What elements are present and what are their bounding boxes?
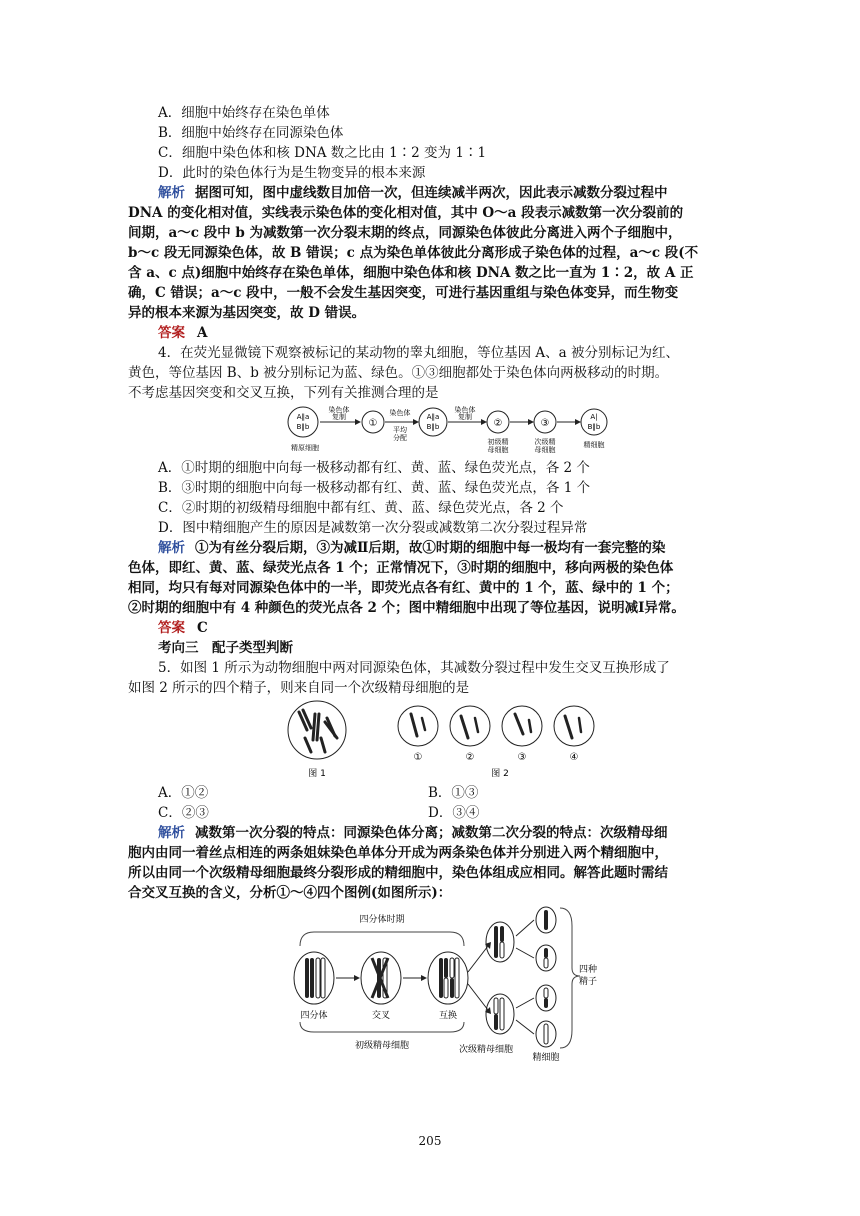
cell-gene-label: A‖a — [426, 413, 440, 421]
sperm-number: ② — [465, 752, 475, 763]
page-number: 205 — [418, 1134, 442, 1148]
secondary-spermatocyte-label: 次级精 — [534, 438, 556, 446]
arrow-label: 染色体 — [328, 406, 350, 414]
crossover-label: 交叉 — [371, 1011, 391, 1021]
q5-stem-line: 如图 2 所示的四个精子，则来自同一个次级精母细胞的是 — [128, 680, 470, 696]
q4-answer: 答案 C — [158, 620, 208, 636]
primary-spermatocyte-label: 初级精 — [487, 438, 509, 446]
q4-option-c: C．②时期的初级精母细胞中都有红、黄、蓝、绿色荧光点，各 2 个 — [158, 500, 564, 516]
arrow-label: 染色体 — [389, 409, 411, 417]
fig2-sperm-4 — [554, 706, 594, 746]
q5-figures — [285, 700, 605, 782]
q5-option-a: A．①② — [158, 785, 209, 801]
q4-option-b: B．③时期的细胞中向每一极移动都有红、黄、蓝、绿色荧光点，各 1 个 — [158, 480, 591, 496]
secondary-cell-bottom — [486, 994, 514, 1034]
analysis-label: 解析 — [158, 825, 185, 841]
stage-2-circle: ② — [493, 418, 503, 429]
q5-option-d: D．③④ — [428, 805, 480, 821]
cell-gene-label: B‖b — [296, 423, 310, 431]
q4-option-a: A．①时期的细胞中向每一极移动都有红、黄、蓝、绿色荧光点，各 2 个 — [158, 460, 590, 476]
q4-cell-division-diagram — [285, 402, 615, 454]
q5-stem-line: 5．如图 1 所示为动物细胞中两对同源染色体，其减数分裂过程中发生交叉互换形成了 — [158, 660, 670, 676]
q5-analysis-line: 胞内由同一着丝点相连的两条姐妹染色单体分开成为两条染色体并分别进入两个精细胞中， — [128, 845, 668, 861]
crossover-cell — [361, 952, 401, 1004]
sperm-cells — [536, 907, 556, 1047]
arrow-label: 染色体 — [454, 406, 476, 414]
q4-analysis-line: ②时期的细胞中有 4 种颜色的荧光点各 2 个；图中精细胞中出现了等位基因，说明减Ⅰ异常。 — [128, 600, 685, 616]
analysis-label: 解析 — [158, 540, 185, 556]
arrow-label: 分配 — [393, 434, 407, 442]
fig1-caption: 图 1 — [308, 769, 326, 779]
spermatogonium-label: 精原细胞 — [291, 444, 319, 452]
primary-spermatocyte-label: 初级精母细胞 — [354, 1041, 410, 1051]
q4-stem-line: 4．在荧光显微镜下观察被标记的某动物的睾丸细胞，等位基因 A、a 被分别标记为红、 — [158, 345, 679, 361]
exchange-cell — [428, 952, 468, 1004]
fig2-sperm-2 — [450, 706, 490, 746]
arrow-label: 平均 — [393, 426, 407, 434]
tetrad-cell — [294, 952, 334, 1004]
q4-stem-line: 黄色，等位基因 B、b 被分别标记为蓝、绿色。①③细胞都处于染色体向两极移动的时期。 — [128, 365, 669, 381]
q4-analysis-line: 相同，均只有每对同源染色体中的一半，即荧光点各有红、黄中的 1 个，蓝、绿中的 1 个； — [128, 580, 679, 596]
q3-answer: 答案 A — [158, 325, 208, 341]
q3-analysis-line: 含 a、c 点)细胞中始终存在染色单体，细胞中染色体和核 DNA 数之比一直为 1∶2，故 A 正 — [128, 265, 694, 281]
q3-option-b: B．细胞中始终存在同源染色体 — [158, 125, 344, 141]
arrow-label: 复制 — [332, 413, 346, 421]
q3-analysis-line: DNA 的变化相对值，实线表示染色体的变化相对值，其中 O～a 段表示减数第一次分裂前的 — [128, 205, 684, 221]
q5-meiosis-diagram — [290, 906, 620, 1062]
q3-analysis-line: b～c 段无同源染色体，故 B 错误；c 点为染色单体彼此分离形成子染色体的过程，a～c 段(不 — [128, 245, 699, 261]
stage-3-circle: ③ — [540, 418, 550, 429]
sperm-number: ④ — [569, 752, 579, 763]
q3-option-c: C．细胞中染色体和核 DNA 数之比由 1∶2 变为 1∶1 — [158, 145, 487, 161]
q3-analysis-line: 解析 据图可知，图中虚线数目加倍一次，但连续减半两次，因此表示减数分裂过程中 — [158, 185, 668, 201]
answer-label: 答案 — [158, 325, 185, 341]
fig1-chromosomes — [299, 710, 337, 752]
q3-analysis-line: 异的根本来源为基因突变，故 D 错误。 — [128, 305, 366, 321]
cell-gene-label: A‖a — [296, 413, 310, 421]
q3-option-a: A．细胞中始终存在染色单体 — [158, 105, 330, 121]
stage-1-circle: ① — [368, 418, 378, 429]
q4-analysis-line: 色体，即红、黄、蓝、绿荧光点各 1 个；正常情况下，③时期的细胞中，移向两极的染色体 — [128, 560, 674, 576]
tetrad-stage-label: 四分体时期 — [359, 915, 405, 925]
q5-analysis-line: 解析 减数第一次分裂的特点：同源染色体分离；减数第二次分裂的特点：次级精母细 — [158, 825, 668, 841]
cell-gene-label: A| — [590, 413, 598, 421]
q5-analysis-line: 合交叉互换的含义，分析①～④四个图例(如图所示)： — [128, 885, 452, 901]
fig2-sperm-3 — [502, 706, 542, 746]
sperm-label: 精细胞 — [583, 441, 605, 449]
cell-gene-label: B‖b — [426, 423, 440, 431]
primary-spermatocyte-label: 母细胞 — [487, 446, 509, 454]
q5-analysis-line: 所以由同一个次级精母细胞最终分裂形成的精细胞中，染色体组成应相同。解答此题时需结 — [128, 865, 668, 881]
q3-option-d: D．此时的染色体行为是生物变异的根本来源 — [158, 165, 426, 181]
tetrad-label: 四分体 — [300, 1011, 328, 1021]
sperm-number: ③ — [517, 752, 527, 763]
secondary-spermatocyte-label: 母细胞 — [534, 446, 556, 454]
four-sperm-label: 四种 — [578, 965, 598, 975]
exchange-label: 互换 — [438, 1011, 458, 1021]
q4-stem-line: 不考虑基因突变和交叉互换，下列有关推测合理的是 — [128, 385, 439, 401]
fig2-sperm-1 — [398, 706, 438, 746]
fig2-caption: 图 2 — [491, 769, 509, 779]
arrow-label: 复制 — [458, 413, 472, 421]
four-sperm-label: 精子 — [578, 977, 598, 987]
q3-analysis-line: 确，C 错误；a～c 段中，一般不会发生基因突变，可进行基因重组与染色体变异，而生物变 — [128, 285, 679, 301]
q4-option-d: D．图中精细胞产生的原因是减数第一次分裂或减数第二次分裂过程异常 — [158, 520, 588, 536]
secondary-spermatocyte-label: 次级精母细胞 — [458, 1045, 514, 1055]
q5-option-b: B．①③ — [428, 785, 479, 801]
cell-gene-label: B‖b — [587, 423, 601, 431]
secondary-cell-top — [486, 922, 514, 962]
section-heading: 考向三 配子类型判断 — [158, 640, 293, 656]
q4-analysis-line: 解析 ①为有丝分裂后期，③为减Ⅱ后期，故①时期的细胞中每一极均有一套完整的染 — [158, 540, 666, 556]
sperm-label: 精细胞 — [532, 1053, 560, 1062]
answer-label: 答案 — [158, 620, 185, 636]
analysis-label: 解析 — [158, 185, 185, 201]
sperm-number: ① — [413, 752, 423, 763]
q3-analysis-line: 间期，a～c 段中 b 为减数第一次分裂末期的终点，同源染色体彼此分离进入两个子细胞中， — [128, 225, 682, 241]
q5-option-c: C．②③ — [158, 805, 209, 821]
